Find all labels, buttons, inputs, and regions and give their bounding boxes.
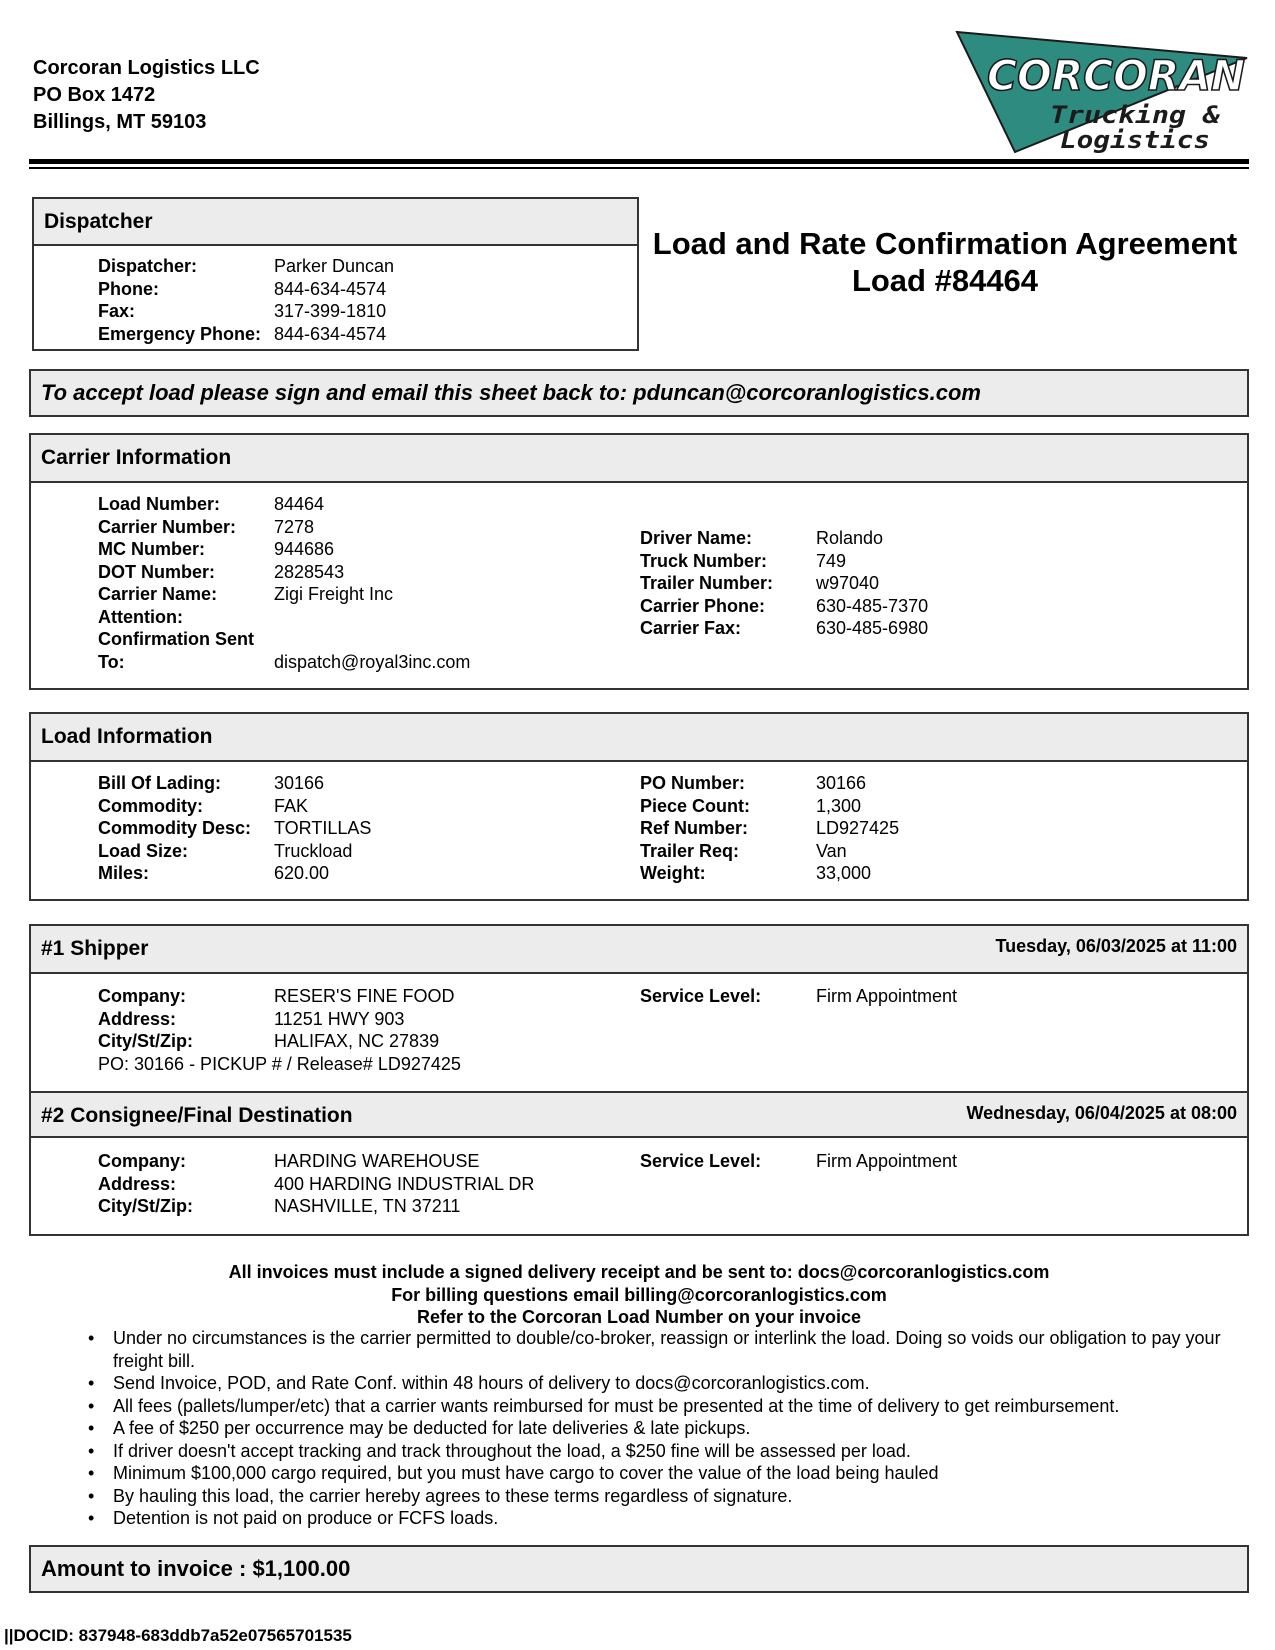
company-address-block bbox=[33, 55, 260, 136]
field-value: 11251 HWY 903 bbox=[274, 1008, 405, 1029]
field-label: Company: bbox=[98, 986, 187, 1006]
term-item: • A fee of $250 per occurrence may be deducted for late deliveries & late pickups. bbox=[88, 1417, 1248, 1440]
terms-list bbox=[88, 1327, 1248, 1530]
shipper-right-fields bbox=[640, 985, 957, 1008]
field-label: City/St/Zip: bbox=[98, 1031, 193, 1051]
field-label: Driver Name: bbox=[640, 528, 753, 548]
field-label: Commodity Desc: bbox=[98, 818, 252, 838]
amount-to-invoice: Amount to invoice : $1,100.00 bbox=[29, 1545, 1249, 1593]
carrier-row bbox=[98, 628, 470, 651]
field-value: 400 HARDING INDUSTRIAL DR bbox=[274, 1173, 535, 1194]
field-value: 749 bbox=[816, 550, 847, 571]
field-value: 7278 bbox=[274, 516, 315, 537]
field-label: Miles: bbox=[98, 863, 150, 883]
field-label: Carrier Phone: bbox=[640, 595, 766, 616]
carrier-right-fields bbox=[640, 527, 928, 640]
field-label: Address: bbox=[98, 1173, 177, 1194]
shipper-appointment-date: Tuesday, 06/03/2025 at 11:00 bbox=[995, 936, 1237, 956]
consignee-row bbox=[640, 1150, 957, 1173]
field-value: Truckload bbox=[274, 840, 353, 861]
shipper-note-text: PO: 30166 - PICKUP # / Release# LD927425 bbox=[98, 1053, 461, 1074]
field-label: Trailer Number: bbox=[640, 573, 774, 593]
term-item: • Send Invoice, POD, and Rate Conf. within 48 hours of delivery to docs@corcoranlogistics.com. bbox=[88, 1372, 1248, 1395]
term-item: • If driver doesn't accept tracking and track throughout the load, a $250 fine will be assessed per load. bbox=[88, 1440, 1248, 1463]
field-label: Service Level: bbox=[640, 986, 762, 1006]
carrier-row bbox=[98, 651, 470, 674]
term-item: • Detention is not paid on produce or FCFS loads. bbox=[88, 1507, 1248, 1530]
shipper-row bbox=[98, 1008, 461, 1031]
load-info-header-label: Load Information bbox=[41, 725, 213, 748]
dispatcher-row bbox=[98, 255, 394, 278]
field-value: 1,300 bbox=[816, 795, 862, 816]
field-value: NASHVILLE, TN 37211 bbox=[274, 1196, 461, 1216]
field-value: w97040 bbox=[816, 573, 880, 593]
header-divider-thin bbox=[29, 167, 1249, 169]
logo-word-logistics: Logistics bbox=[1060, 126, 1210, 154]
document-id: ||DOCID: 837948-683ddb7a52e07565701535 bbox=[4, 1626, 352, 1645]
consignee-header-label: #2 Consignee/Final Destination bbox=[41, 1104, 353, 1127]
field-value: 630-485-6980 bbox=[816, 618, 929, 638]
carrier-row bbox=[98, 606, 470, 629]
load-right-fields bbox=[640, 772, 899, 885]
title-load-number: Load #84464 bbox=[851, 263, 1039, 298]
carrier-row bbox=[640, 617, 928, 640]
field-value: Van bbox=[816, 840, 847, 861]
field-value: 33,000 bbox=[816, 863, 872, 883]
field-label: Commodity: bbox=[98, 795, 203, 816]
field-label: Address: bbox=[98, 1008, 177, 1029]
field-value: 30166 bbox=[274, 773, 325, 793]
load-info-header bbox=[31, 714, 1247, 762]
field-label: To: bbox=[98, 651, 125, 672]
carrier-info-header bbox=[31, 435, 1247, 483]
dispatcher-row bbox=[98, 323, 394, 346]
field-value: TORTILLAS bbox=[274, 818, 372, 838]
field-label: Attention: bbox=[98, 606, 183, 627]
term-item: • All fees (pallets/lumper/etc) that a carrier wants reimbursed for must be presented at the time of delivery to get reimbursement. bbox=[88, 1395, 1248, 1418]
field-value: 844-634-4574 bbox=[274, 278, 387, 299]
term-item: • By hauling this load, the carrier hereby agrees to these terms regardless of signature. bbox=[88, 1485, 1248, 1508]
shipper-row bbox=[98, 985, 461, 1008]
dispatcher-row bbox=[98, 300, 394, 323]
document-title bbox=[640, 225, 1250, 299]
logo-word-corcoran: CORCORAN bbox=[987, 51, 1245, 100]
stops-box bbox=[29, 924, 1249, 1236]
carrier-info-box bbox=[29, 433, 1249, 690]
field-value: Parker Duncan bbox=[274, 256, 395, 276]
carrier-row bbox=[640, 595, 928, 618]
company-name: Corcoran Logistics LLC bbox=[33, 57, 260, 79]
load-row bbox=[640, 817, 899, 840]
title-line1: Load and Rate Confirmation Agreement bbox=[652, 226, 1238, 261]
carrier-row bbox=[98, 538, 470, 561]
shipper-note bbox=[98, 1053, 461, 1076]
load-row bbox=[98, 817, 371, 840]
field-label: Piece Count: bbox=[640, 795, 751, 816]
consignee-row bbox=[98, 1150, 534, 1173]
field-label: Carrier Number: bbox=[98, 516, 237, 537]
term-item: • Minimum $100,000 cargo required, but you must have cargo to cover the value of the load being hauled bbox=[88, 1462, 1248, 1485]
load-row bbox=[640, 795, 899, 818]
carrier-row bbox=[98, 561, 470, 584]
carrier-row bbox=[640, 527, 928, 550]
load-row bbox=[640, 840, 899, 863]
dispatcher-fields bbox=[98, 255, 394, 345]
field-value: 844-634-4574 bbox=[274, 323, 387, 344]
carrier-row bbox=[98, 516, 470, 539]
dispatcher-row bbox=[98, 278, 394, 301]
field-label: Weight: bbox=[640, 863, 706, 883]
field-value: Firm Appointment bbox=[816, 986, 958, 1006]
field-label: Company: bbox=[98, 1151, 187, 1171]
load-row bbox=[640, 862, 899, 885]
invoice-note-line2: For billing questions email billing@corcoranlogistics.com bbox=[391, 1284, 887, 1305]
field-label: Service Level: bbox=[640, 1151, 762, 1171]
field-label: City/St/Zip: bbox=[98, 1196, 193, 1216]
invoice-note-line1: All invoices must include a signed delivery receipt and be sent to: docs@corcoranlogistics.com bbox=[228, 1262, 1050, 1282]
carrier-left-fields bbox=[98, 493, 470, 673]
load-row bbox=[98, 862, 371, 885]
consignee-left-fields bbox=[98, 1150, 534, 1218]
shipper-header bbox=[31, 926, 1247, 974]
field-label: Phone: bbox=[98, 278, 159, 299]
shipper-header-label: #1 Shipper bbox=[41, 937, 149, 960]
dispatcher-box bbox=[32, 197, 639, 351]
load-row bbox=[98, 795, 371, 818]
field-value: Rolando bbox=[816, 528, 884, 548]
consignee-appointment-date: Wednesday, 06/04/2025 at 08:00 bbox=[966, 1103, 1237, 1123]
consignee-row bbox=[98, 1195, 534, 1218]
field-label: Carrier Fax: bbox=[640, 618, 742, 638]
load-row bbox=[98, 840, 371, 863]
carrier-row bbox=[98, 583, 470, 606]
term-item: • Under no circumstances is the carrier permitted to double/co-broker, reassign or interlink the load. Doing so voids our obligation to pay your freight bill. bbox=[88, 1327, 1248, 1372]
consignee-header bbox=[31, 1091, 1247, 1138]
shipper-row bbox=[640, 985, 957, 1008]
invoice-note-line3: Refer to the Corcoran Load Number on your invoice bbox=[416, 1307, 862, 1327]
shipper-row bbox=[98, 1030, 461, 1053]
field-label: Carrier Name: bbox=[98, 584, 218, 604]
logo-word-trucking: Trucking & bbox=[1050, 101, 1221, 129]
carrier-info-header-label: Carrier Information bbox=[41, 446, 232, 469]
field-value: 30166 bbox=[816, 773, 867, 793]
field-label: Bill Of Lading: bbox=[98, 773, 221, 793]
invoice-notes bbox=[29, 1261, 1249, 1329]
field-label: Ref Number: bbox=[640, 818, 749, 838]
field-value: Zigi Freight Inc bbox=[274, 584, 394, 604]
consignee-right-fields bbox=[640, 1150, 957, 1173]
field-label: Confirmation Sent bbox=[98, 629, 254, 649]
field-value: 2828543 bbox=[274, 561, 345, 582]
carrier-row bbox=[98, 493, 470, 516]
consignee-row bbox=[98, 1173, 534, 1196]
load-info-box bbox=[29, 712, 1249, 901]
shipper-left-fields bbox=[98, 985, 461, 1075]
load-row bbox=[98, 772, 371, 795]
carrier-row bbox=[640, 572, 928, 595]
field-value: 620.00 bbox=[274, 863, 330, 883]
corcoran-logo bbox=[955, 30, 1250, 155]
field-label: Fax: bbox=[98, 301, 136, 321]
field-label: MC Number: bbox=[98, 539, 205, 559]
accept-instructions: To accept load please sign and email this sheet back to: pduncan@corcoranlogistics.com bbox=[29, 369, 1249, 417]
field-value: 317-399-1810 bbox=[274, 301, 387, 321]
dispatcher-header-label: Dispatcher bbox=[44, 210, 153, 233]
dispatcher-header bbox=[34, 199, 637, 246]
field-value: RESER'S FINE FOOD bbox=[274, 986, 455, 1006]
field-label: Truck Number: bbox=[640, 550, 768, 571]
field-value: dispatch@royal3inc.com bbox=[274, 651, 471, 672]
field-label: Trailer Req: bbox=[640, 840, 740, 861]
field-label: DOT Number: bbox=[98, 561, 215, 582]
carrier-row bbox=[640, 550, 928, 573]
field-value: 944686 bbox=[274, 539, 335, 559]
company-address-line2: Billings, MT 59103 bbox=[33, 111, 207, 133]
field-label: PO Number: bbox=[640, 773, 746, 793]
field-label: Load Size: bbox=[98, 840, 189, 861]
field-label: Load Number: bbox=[98, 494, 221, 514]
field-label: Emergency Phone: bbox=[98, 323, 262, 344]
load-row bbox=[640, 772, 899, 795]
company-address-line1: PO Box 1472 bbox=[33, 84, 156, 106]
field-value: LD927425 bbox=[816, 818, 900, 838]
field-label: Dispatcher: bbox=[98, 256, 198, 276]
field-value: FAK bbox=[274, 795, 309, 816]
load-left-fields bbox=[98, 772, 371, 885]
field-value: HALIFAX, NC 27839 bbox=[274, 1031, 440, 1051]
field-value: HARDING WAREHOUSE bbox=[274, 1151, 480, 1171]
header-divider-thick bbox=[29, 159, 1249, 164]
field-value: 84464 bbox=[274, 494, 325, 514]
field-value: Firm Appointment bbox=[816, 1151, 958, 1171]
field-value: 630-485-7370 bbox=[816, 595, 929, 616]
